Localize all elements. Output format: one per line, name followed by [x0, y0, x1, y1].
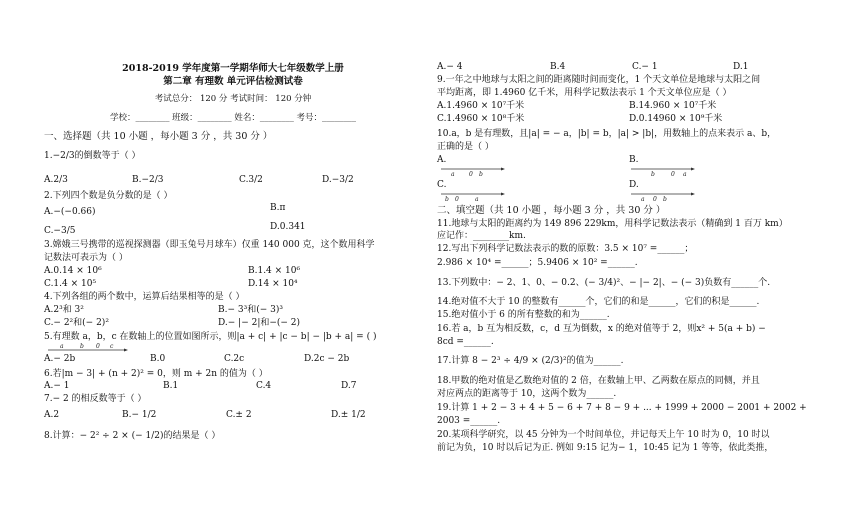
q10-option-c: C. [437, 180, 447, 190]
q8-option-c: C.− 1 [632, 62, 658, 72]
score-line: 考试总分： 120 分 考试时间： 120 分钟 [154, 94, 312, 104]
q11-line1: 11.地球与太阳的距离约为 149 896 229km，用科学记数法表示（精确到 1 百万 km） [437, 219, 788, 229]
q5-label-b: b [80, 343, 84, 350]
q7-option-a: A.2 [44, 410, 60, 420]
q10c-label-1: b [445, 196, 449, 201]
q3-option-d: D.14 × 10⁴ [248, 279, 298, 289]
q3-option-c: C.1.4 × 10⁵ [44, 279, 97, 289]
q10b-label-2: 0 [671, 171, 675, 176]
q10d-label-3: b [663, 196, 667, 201]
q8-option-d: D.1 [733, 62, 749, 72]
q6-option-a: A.− 1 [44, 381, 70, 391]
q9-option-a: A.1.4960 × 10⁷千米 [437, 101, 525, 111]
q4-option-c: C.− 2²和(− 2)² [44, 318, 109, 328]
section1-heading: 一、选择题（共 10 小题 ，每小题 3 分 ，共 30 分 ） [44, 131, 273, 142]
q2-option-c: C.−3/5 [44, 226, 76, 236]
q10b-label-3: a [683, 171, 687, 176]
q17-line: 17.计算 8 − 2³ ÷ 4/9 × (2/3)²的值为______. [437, 356, 624, 366]
q10-c-number-line [441, 191, 505, 201]
q6-stem: 6.若|m − 3| + (n + 2)² = 0，则 m + 2n 的值为（ ） [44, 369, 268, 379]
q16-line1: 16.若 a，b 互为相反数，c，d 互为倒数，x 的绝对值等于 2，则x² + 5(a + b) − [437, 324, 766, 334]
q10b-label-1: b [651, 171, 655, 176]
q1-stem: 1.−2/3的倒数等于（ ） [44, 151, 141, 161]
q10a-label-1: a [451, 171, 455, 176]
q10a-label-3: b [479, 171, 483, 176]
q7-stem: 7.− 2 的相反数等于（ ） [44, 394, 147, 404]
q6-option-c: C.4 [256, 381, 272, 391]
q10d-label-1: a [641, 196, 645, 201]
q8-stem: 8.计算：− 2² ÷ 2 × (− 1/2)的结果是（ ） [44, 431, 221, 441]
q19-line2: 2003 =______. [437, 416, 501, 426]
q3-option-b: B.1.4 × 10⁶ [248, 266, 301, 276]
q9-option-c: C.1.4960 × 10⁸千米 [437, 114, 525, 124]
q5-number-line [48, 343, 128, 353]
q3-stem-line2: 记数法可表示为（ ） [44, 253, 128, 263]
q5-option-d: D.2c − 2b [304, 354, 350, 364]
q10d-label-2: 0 [653, 196, 657, 201]
q13-line: 13.下列数中：− 2、1、0、− 0.2、(− 3/4)²、− |− 2|、− (− 3)负数有______个. [437, 278, 771, 288]
q10c-label-2: 0 [455, 196, 459, 201]
q5-option-c: C.2c [224, 354, 245, 364]
q7-option-d: D.± 1/2 [331, 410, 366, 420]
q14-line: 14.绝对值不大于 10 的整数有______个，它们的和是______，它们的积是______. [437, 297, 760, 307]
q16-line2: 8cd =______. [437, 337, 494, 347]
q8-option-a: A.− 4 [437, 62, 463, 72]
q11-line2: 应记作：________km. [437, 231, 526, 241]
exam-title: 2018-2019 学年度第一学期华师大七年级数学上册 [122, 63, 344, 74]
q10-stem-line1: 10.a，b 是有理数，且|a| = − a，|b| = b，|a| > |b|，用数轴上的点来表示 a、b， [437, 129, 777, 139]
q5-stem: 5.有理数 a，b，c 在数轴上的位置如图所示，则|a + c| + |c − b| − |b + a| = ( ) [44, 332, 377, 342]
q4-stem: 4.下列各组的两个数中，运算后结果相等的是（ ） [44, 292, 245, 302]
q4-option-b: B.− 3³和(− 3)³ [218, 305, 283, 315]
q10-b-number-line [631, 166, 695, 176]
q10c-label-3: a [475, 196, 479, 201]
q12-line2: 2.986 × 10⁴ =______；5.9406 × 10² =______. [437, 258, 638, 268]
q20-line1: 20.某项科学研究，以 45 分钟为一个时间单位，并记每天上午 10 时为 0，10 时以 [437, 430, 770, 440]
q18-line2: 对应两点的距离等于 10，这两个数为______. [437, 389, 617, 399]
q10-option-d: D. [629, 180, 639, 190]
q9-stem-line1: 9.一年之中地球与太阳之间的距离随时间而变化，1 个天文单位是地球与太阳之间 [437, 75, 761, 85]
q10-d-number-line [631, 191, 695, 201]
q7-option-c: C.± 2 [226, 410, 252, 420]
q1-option-d: D.−3/2 [322, 175, 354, 185]
q2-option-a: A.−(−0.66) [44, 207, 96, 217]
q5-label-a: a [60, 343, 64, 350]
q20-line2: 前记为负，10 时以后记为正. 例如 9:15 记为− 1，10:45 记为 1 等等，依此类推， [437, 443, 774, 453]
q5-option-a: A.− 2b [44, 354, 76, 364]
q4-option-d: D.− |− 2|和−(− 2) [218, 318, 301, 328]
right-column [437, 0, 829, 522]
q5-label-c: c [110, 343, 114, 350]
q6-option-b: B.1 [163, 381, 179, 391]
q1-option-c: C.3/2 [239, 175, 263, 185]
q9-stem-line2: 平均距离，即 1.4960 亿千米，用科学记数法表示 1 个天文单位应是（ ） [437, 88, 732, 98]
q9-option-d: D.0.14960 × 10⁹千米 [629, 114, 723, 124]
q7-option-b: B.− 1/2 [122, 410, 157, 420]
q2-option-b: B.π [270, 203, 286, 213]
q19-line1: 19.计算 1 + 2 − 3 + 4 + 5 − 6 + 7 + 8 − 9 + ... + 1999 + 2000 − 2001 + 2002 + [437, 403, 807, 413]
q9-option-b: B.14.960 × 10⁷千米 [629, 101, 717, 111]
q10-stem-line2: 正确的是（ ） [437, 142, 494, 152]
info-line: 学校：________ 班级：________ 姓名：________ 考号：________ [109, 113, 357, 123]
section2-heading: 二、填空题（共 10 小题 ，每小题 3 分 ，共 30 分 ） [437, 205, 666, 216]
q6-option-d: D.7 [341, 381, 357, 391]
q5-option-b: B.0 [150, 354, 166, 364]
q12-line1: 12.写出下列科学记数法表示的数的原数：3.5 × 10⁷ =______； [437, 244, 694, 254]
q8-option-b: B.4 [550, 62, 566, 72]
q1-option-b: B.−2/3 [132, 175, 164, 185]
q2-stem: 2.下列四个数是负分数的是（ ） [44, 191, 173, 201]
q2-option-d: D.0.341 [270, 222, 306, 232]
q4-option-a: A.2³和 3² [44, 305, 84, 315]
q10-a-number-line [441, 166, 505, 176]
q10a-label-2: 0 [469, 171, 473, 176]
q18-line1: 18.甲数的绝对值是乙数绝对值的 2 倍，在数轴上甲、乙两数在原点的同侧，并且 [437, 376, 760, 386]
left-column [44, 0, 422, 522]
q3-stem-line1: 3.嫦娥三号携带的巡视探测器（即玉兔号月球车）仅重 140 000 克，这个数用科学 [44, 240, 375, 250]
q3-option-a: A.0.14 × 10⁶ [44, 266, 102, 276]
exam-subtitle: 第二章 有理数 单元评估检测试卷 [163, 76, 303, 87]
q15-line: 15.绝对值小于 6 的所有整数的和为______. [437, 310, 610, 320]
q1-option-a: A.2/3 [44, 175, 68, 185]
q5-label-0: 0 [96, 343, 100, 350]
q10-option-b: B. [629, 155, 639, 165]
q10-option-a: A. [437, 155, 447, 165]
